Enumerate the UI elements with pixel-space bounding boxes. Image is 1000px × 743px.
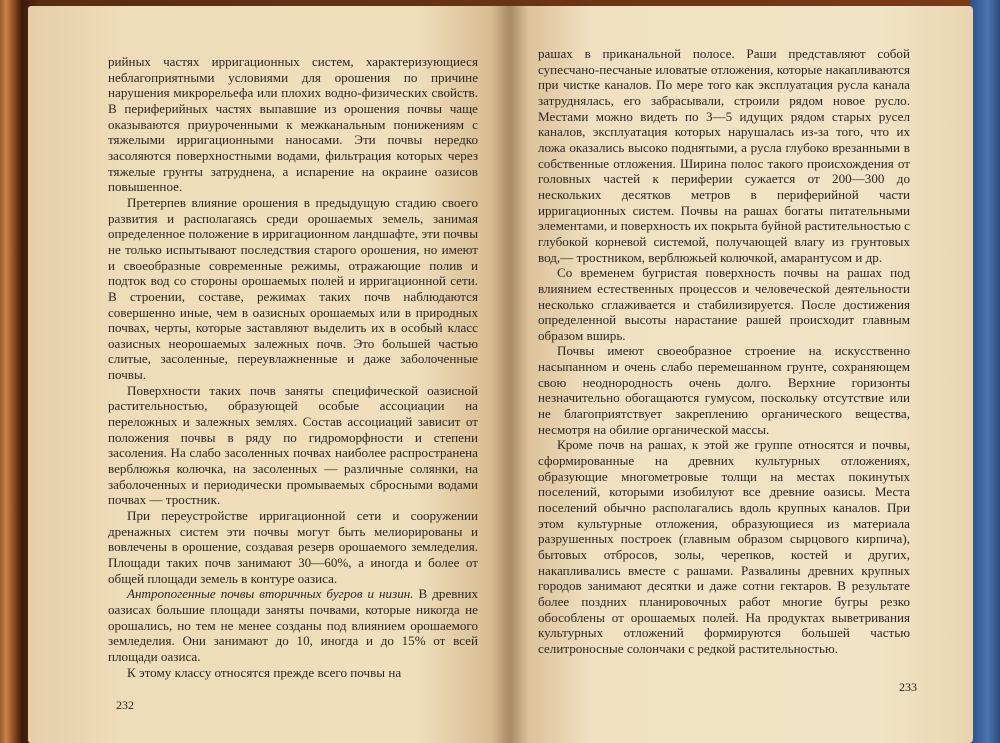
left-page-text [108,54,478,680]
right-page-number: 233 [899,680,917,694]
left-page-number: 232 [116,698,134,712]
right-paragraph-3: Почвы имеют своеобразное строение на искусственно насыпанном и очень слабо перемешанном грунте, сохраняющем свою неоднородность очень долго. Верхние горизонты незначительно обогащаются гумусом, поскольку отсутствие или не благоприятствует закреплению органического вещества, несмотря на обилие органической массы. [538,343,910,437]
section-heading-italic: Антропогенные почвы вторичных бугров и низин. [127,586,414,602]
book-cover-edge [970,0,1000,743]
left-paragraph-6: К этому классу относятся прежде всего почвы на [127,664,402,680]
left-paragraph-3: Поверхности таких почв заняты специфической оазисной растительностью, образующей особые ассоциации на переложных и залежных землях. Состав ассоциаций зависит от положения почвы в ряду по гидроморфности и степени засоления. На слабо засоленных почвах наиболее распространена верблюжья колючка, на засоленных — различные солянки, на заболоченных и периодически промываемых сбросными водами почвах — тростник. [108,382,478,508]
right-paragraph-2: Со временем бугристая поверхность почвы на рашах под влиянием естественных процессов и человеческой деятельности несколько сглаживается и стабилизируется. После достижения определенной высоты нарастание рашей происходит главным образом вширь. [538,265,910,343]
left-page [28,6,510,743]
right-page [510,6,973,743]
left-paragraph-2: Претерпев влияние орошения в предыдущую стадию своего развития и располагаясь среди орошаемых земель, занимая определенное положение в ирригационном ландшафте, эти почвы не только испытывают последствия старого орошения, но имеют и своеобразные современные режимы, отражающие полив и подток вод со стороны орошаемых полей и ирригационной сети. В строении, составе, режимах таких почв наблюдаются совершенно иные, чем в оазисных орошаемых или в природных почвах, черты, которые заставляют выделить их в особый класс оазисных неорошаемых залежных почв. Это большей частью слитые, засоленные, переувлажненные и даже заболоченные почвы. [108,194,478,383]
left-paragraph-1: рийных частях ирригационных систем, характеризующиеся неблагоприятными условиями для орошения по причине нарушения микрорельефа или плохих водно-физических свойств. В периферийных частях выпавшие из орошения почвы чаще оказываются приуроченными к межканальным понижениям с тяжелыми ирригационными наносами. Эти почвы нередко засоляются поверхностными водами, фильтрация которых через тяжелые грунты затруднена, а испарение на окраине оазисов повышенное. [108,54,478,195]
right-page-text [538,46,910,657]
right-paragraph-1: рашах в приканальной полосе. Раши представляют собой супесчано-песчаные иловатые отложения, которые накапливаются при чистке каналов. По мере того как эксплуатация русла канала затруднялась, его забрасывали, строили рядом новое русло. Местами можно видеть по 3—5 идущих рядом старых русел каналов, эксплуатация которых нарушалась из-за того, что их ложа оказались высоко поднятыми, а русла глубоко врезанными в собственные отложения. Ширина полос такого происхождения от головных частей к периферии сужается от 200—300 до нескольких десятков метров в периферийной части ирригационных систем. Почвы на рашах богаты питательными элементами, и поверхность их покрыта буйной растительностью с глубокой корневой системой, получающей влагу из грунтовых вод,— тростником, верблюжьей колючкой, амарантусом и др. [538,46,910,265]
right-paragraph-4: Кроме почв на рашах, к этой же группе относятся и почвы, сформированные на древних культурных отложениях, образующие многометровые толщи на местах покинутых поселений, которыми изобилуют все древние оазисы. Места поселений обычно располагались вдоль крупных каналов. При этом культурные отложения, образующиеся из материала разрушенных построек (главным образом сырцового кирпича), бытовых отбросов, золы, черепков, костей и других, накапливались вместе с рашами. Развалины древних крупных городов занимают десятки и даже сотни гектаров. В результате более поздних планировочных работ многие бугры резко обособлены от орошаемых полей. На продуктах выветривания культурных отложений формируются большей частью селитроносные солончаки с редкой растительностью. [538,437,910,656]
left-paragraph-4: При переустройстве ирригационной сети и сооружении дренажных систем эти почвы могут быть мелиорированы и вовлечены в орошение, создавая резерв орошаемого земледелия. Площади таких почв занимают 30—60%, а иногда и более от общей площади земель в контуре оазиса. [108,508,478,586]
section-heading-continuation: В древних оазисах большие площади заняты почвами, которые никогда не орошались, но тем не менее созданы под влиянием орошаемого земледелия. Они занимают до 10, иногда и до 15% от всей площади оазиса. [108,586,478,664]
left-paragraph-5 [108,586,478,664]
